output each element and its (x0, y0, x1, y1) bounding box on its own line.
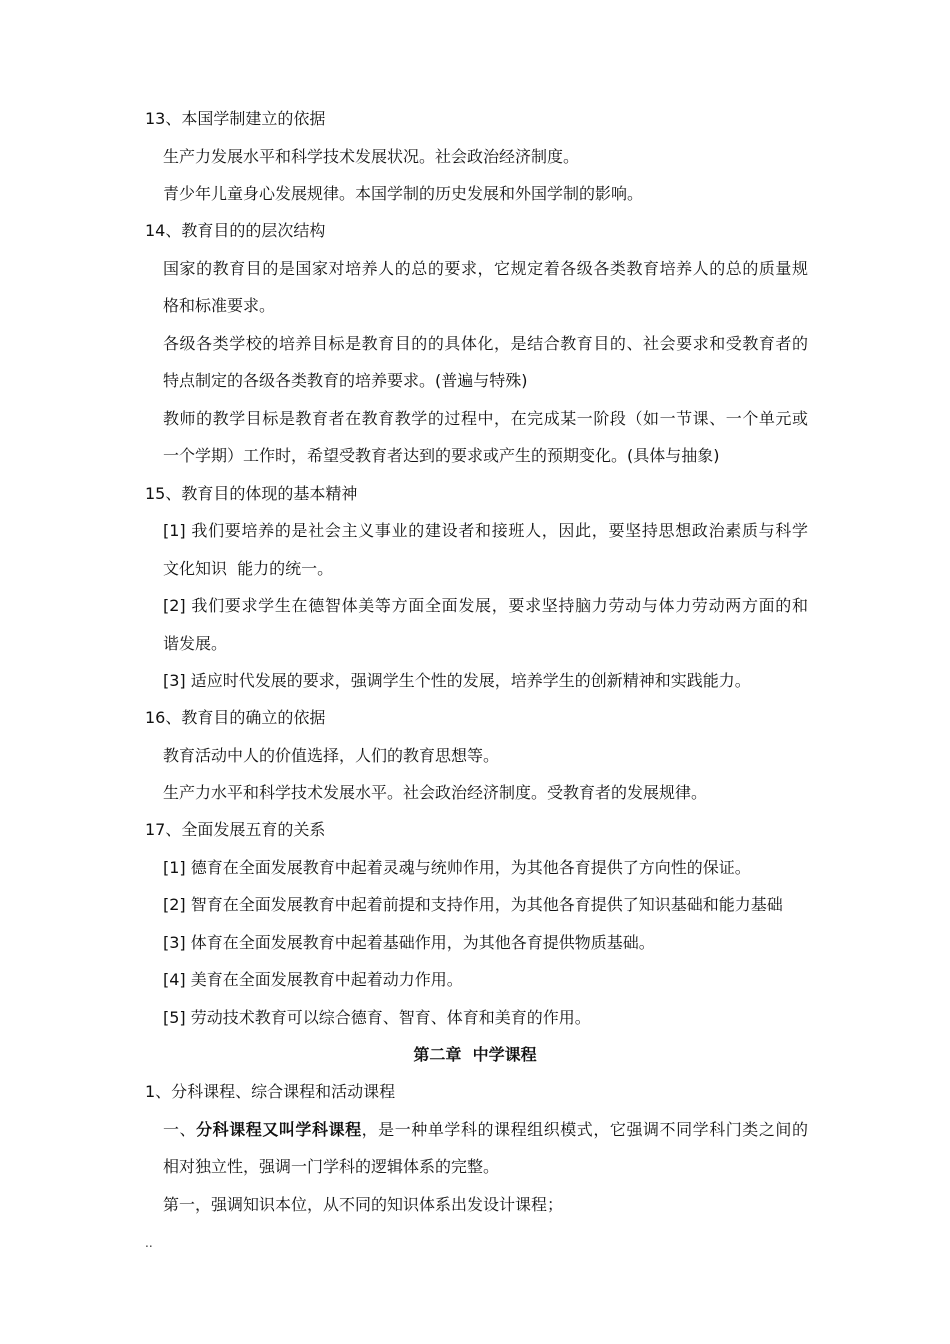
section-15-item-3: [3] 适应时代发展的要求，强调学生个性的发展，培养学生的创新精神和实践能力。 (163, 671, 751, 690)
course-section-1-heading: 1、分科课程、综合课程和活动课程 (145, 1082, 396, 1101)
section-13-heading: 13、本国学制建立的依据 (145, 109, 326, 128)
section-15-item-1-line-1: [1] 我们要培养的是社会主义事业的建设者和接班人，因此，要坚持思想政治素质与科学 (163, 521, 808, 540)
section-17-heading: 17、全面发展五育的关系 (145, 820, 326, 839)
section-16-heading: 16、教育目的确立的依据 (145, 708, 326, 727)
section-14-paragraph-2-line-2: 特点制定的各级各类教育的培养要求。(普遍与特殊) (163, 371, 528, 390)
section-17-item-1: [1] 德育在全面发展教育中起着灵魂与统帅作用，为其他各育提供了方向性的保证。 (163, 858, 751, 877)
section-17-item-3: [3] 体育在全面发展教育中起着基础作用，为其他各育提供物质基础。 (163, 933, 655, 952)
section-13-paragraph-2: 青少年儿童身心发展规律。本国学制的历史发展和外国学制的影响。 (163, 184, 644, 203)
section-15-item-1-line-2: 文化知识 能力的统一。 (163, 559, 334, 578)
course-section-1-paragraph-2: 第一，强调知识本位，从不同的知识体系出发设计课程； (163, 1195, 564, 1214)
section-14-heading: 14、教育目的的层次结构 (145, 221, 326, 240)
section-14-paragraph-3-line-2: 一个学期）工作时，希望受教育者达到的要求或产生的预期变化。(具体与抽象) (163, 446, 720, 465)
course-section-1-paragraph-1-line-1 (0, 1115, 950, 1145)
bold-term: 分科课程又叫学科课程 (196, 1120, 362, 1139)
section-14-paragraph-2-line-1: 各级各类学校的培养目标是教育目的的具体化，是结合教育目的、社会要求和受教育者的 (163, 334, 808, 353)
chapter-heading: 第二章 中学课程 (413, 1045, 537, 1064)
section-14-paragraph-1-line-1: 国家的教育目的是国家对培养人的总的要求，它规定着各级各类教育培养人的总的质量规 (163, 259, 808, 278)
section-17-item-2: [2] 智育在全面发展教育中起着前提和支持作用，为其他各育提供了知识基础和能力基础 (163, 895, 783, 914)
section-17-item-4: [4] 美育在全面发展教育中起着动力作用。 (163, 970, 463, 989)
footer-dots: .. (145, 1236, 153, 1250)
course-section-1-paragraph-1-line-2: 相对独立性，强调一门学科的逻辑体系的完整。 (163, 1157, 500, 1176)
section-16-paragraph-1: 教育活动中人的价值选择，人们的教育思想等。 (163, 746, 500, 765)
section-16-paragraph-2: 生产力水平和科学技术发展水平。社会政治经济制度。受教育者的发展规律。 (163, 783, 708, 802)
section-17-item-5: [5] 劳动技术教育可以综合德育、智育、体育和美育的作用。 (163, 1008, 591, 1027)
course-section-1-paragraph-1-text: 一、分科课程又叫学科课程，是一种单学科的课程组织模式，它强调不同学科门类之间的 (163, 1120, 808, 1139)
section-14-paragraph-1-line-2: 格和标准要求。 (163, 296, 276, 315)
section-15-item-2-line-1: [2] 我们要求学生在德智体美等方面全面发展，要求坚持脑力劳动与体力劳动两方面的和 (163, 596, 808, 615)
section-14-paragraph-3-line-1: 教师的教学目标是教育者在教育教学的过程中，在完成某一阶段（如一节课、一个单元或 (163, 409, 808, 428)
section-15-heading: 15、教育目的体现的基本精神 (145, 484, 358, 503)
section-13-paragraph-1: 生产力发展水平和科学技术发展状况。社会政治经济制度。 (163, 147, 580, 166)
section-15-item-2-line-2: 谐发展。 (163, 634, 228, 653)
